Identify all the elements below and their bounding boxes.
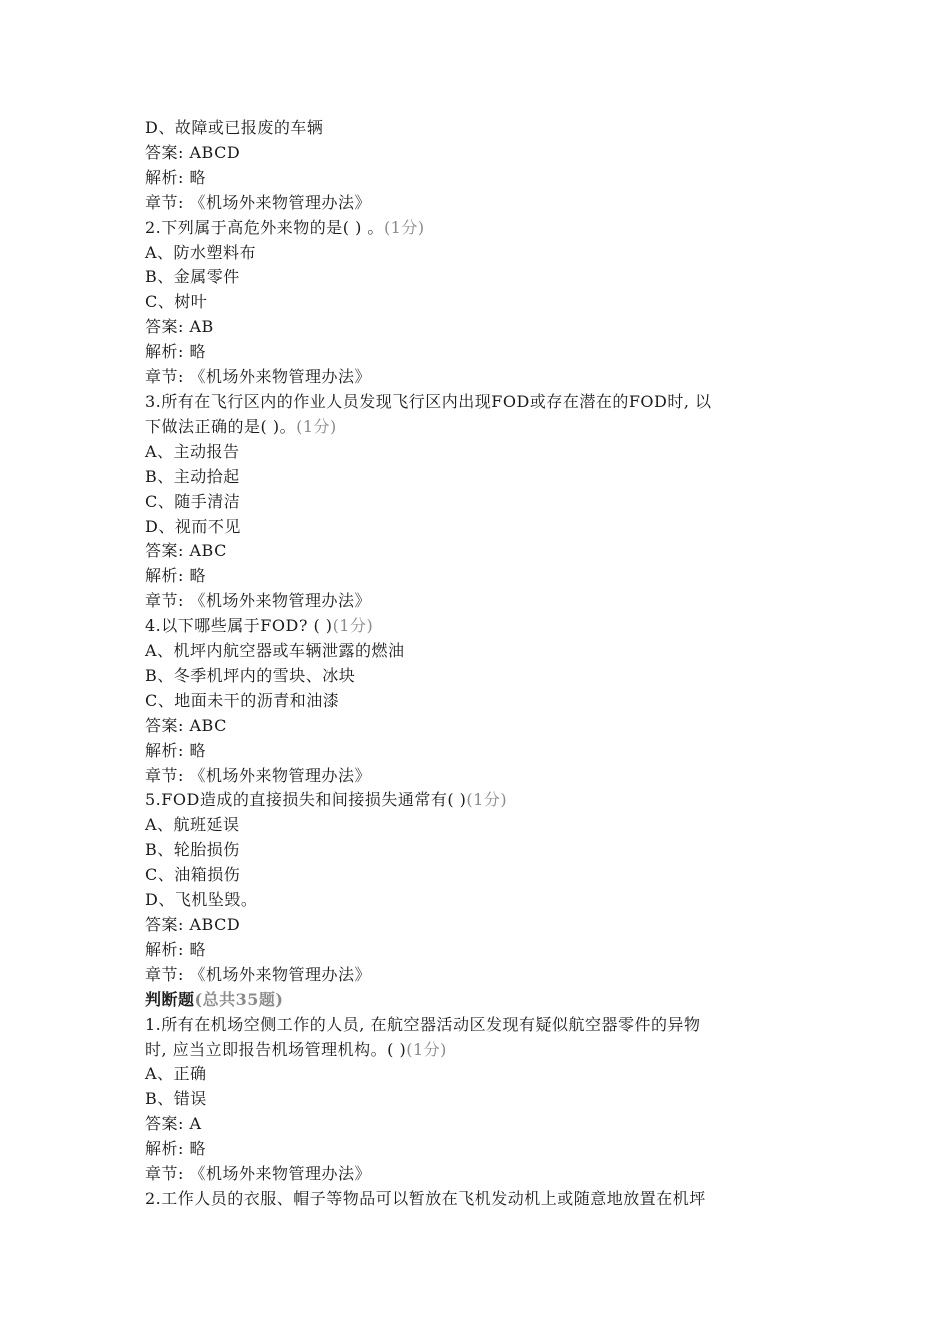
q4-answer: 答案: ABC: [145, 715, 227, 735]
q5-option-a: A、航班延误: [145, 815, 240, 835]
q2-option-c: C、树叶: [145, 292, 208, 312]
q2-stem-text: 2.下列属于高危外来物的是( ) 。: [145, 217, 384, 237]
tf2-stem-line1: 2.工作人员的衣服、帽子等物品可以暂放在飞机发动机上或随意地放置在机坪: [145, 1188, 706, 1208]
q2-option-b: B、金属零件: [145, 267, 240, 287]
q2-analysis: 解析: 略: [145, 342, 206, 362]
q3-option-c: C、随手清洁: [145, 491, 241, 511]
q3-stem-text: 下做法正确的是( )。: [145, 416, 297, 436]
q2-chapter: 章节: 《机场外来物管理办法》: [145, 367, 371, 387]
section-title: 判断题: [145, 989, 195, 1009]
q5-option-c: C、油箱损伤: [145, 865, 241, 885]
tf1-option-a: A、正确: [145, 1064, 207, 1084]
q5-stem-text: 5.FOD造成的直接损失和间接损失通常有( ): [145, 790, 467, 810]
tf1-chapter: 章节: 《机场外来物管理办法》: [145, 1164, 371, 1184]
q5-answer: 答案: ABCD: [145, 915, 241, 934]
q3-answer: 答案: ABC: [145, 541, 227, 561]
q3-chapter: 章节: 《机场外来物管理办法》: [145, 591, 371, 611]
q5-stem: [145, 788, 805, 813]
section-header: [145, 988, 805, 1013]
q3-stem-line1: 3.所有在飞行区内的作业人员发现飞行区内出现FOD或存在潜在的FOD时, 以: [145, 391, 712, 411]
q2-stem: [145, 216, 805, 241]
q5-option-d: D、飞机坠毁。: [145, 890, 258, 910]
tf1-stem-text: 时, 应当立即报告机场管理机构。( ): [145, 1039, 407, 1059]
q4-option-b: B、冬季机坪内的雪块、冰块: [145, 665, 356, 685]
q5-chapter: 章节: 《机场外来物管理办法》: [145, 964, 371, 984]
q4-stem: [145, 614, 805, 639]
q4-option-c: C、地面未干的沥青和油漆: [145, 690, 340, 710]
q1-analysis: 解析: 略: [145, 167, 206, 187]
document-page: [145, 116, 805, 1212]
section-count: (总共35题): [194, 989, 284, 1009]
tf1-score: (1分): [406, 1039, 447, 1059]
q1-option-d: D、故障或已报废的车辆: [145, 118, 324, 137]
q2-option-a: A、防水塑料布: [145, 242, 257, 262]
q3-option-a: A、主动报告: [145, 441, 240, 461]
q3-stem-line2: [145, 415, 805, 440]
q4-score: (1分): [332, 616, 374, 636]
q5-analysis: 解析: 略: [145, 939, 206, 959]
q2-score: (1分): [383, 217, 425, 237]
q3-score: (1分): [296, 416, 337, 436]
q4-stem-text: 4.以下哪些属于FOD? ( ): [145, 616, 333, 636]
tf1-analysis: 解析: 略: [145, 1139, 206, 1159]
tf1-answer: 答案: A: [145, 1114, 202, 1134]
q1-chapter: 章节: 《机场外来物管理办法》: [145, 192, 371, 212]
q5-option-b: B、轮胎损伤: [145, 840, 240, 860]
q4-chapter: 章节: 《机场外来物管理办法》: [145, 765, 371, 785]
tf1-stem-line1: 1.所有在机场空侧工作的人员, 在航空器活动区发现有疑似航空器零件的异物: [145, 1014, 701, 1034]
q1-answer: 答案: ABCD: [145, 142, 241, 162]
q4-option-a: A、机坪内航空器或车辆泄露的燃油: [145, 641, 405, 661]
tf1-option-b: B、错误: [145, 1089, 207, 1109]
q4-analysis: 解析: 略: [145, 740, 206, 760]
q5-score: (1分): [466, 790, 508, 810]
q3-option-b: B、主动拾起: [145, 466, 240, 486]
tf1-stem-line2: [145, 1038, 805, 1063]
q2-answer: 答案: AB: [145, 317, 214, 337]
q3-option-d: D、视而不见: [145, 516, 241, 536]
q3-analysis: 解析: 略: [145, 566, 206, 586]
